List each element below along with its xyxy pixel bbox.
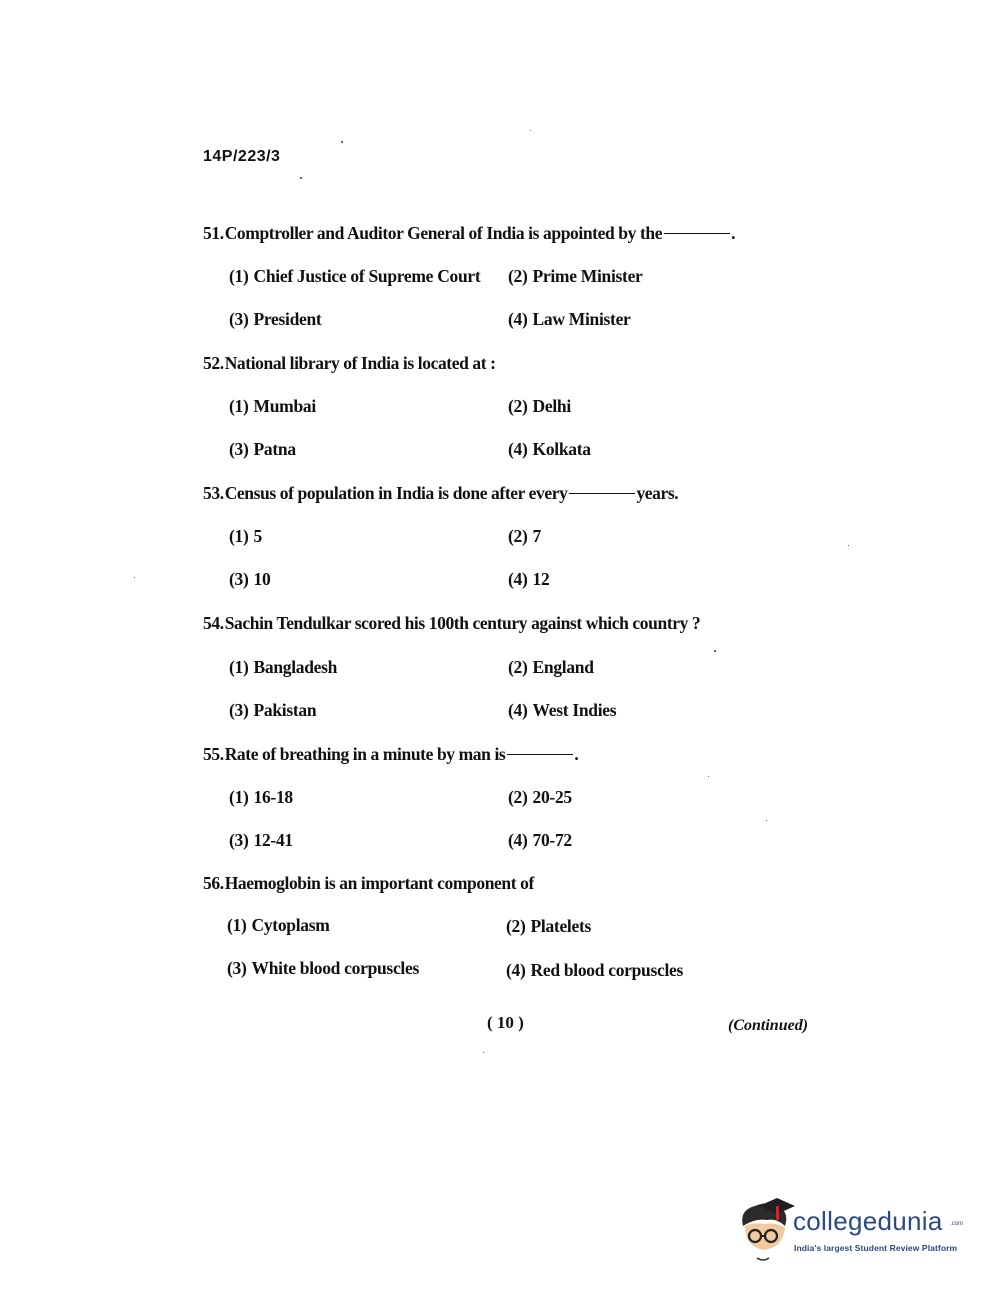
answer-blank xyxy=(507,754,573,755)
scan-speck xyxy=(134,577,135,578)
option-53-3: (3) 10 xyxy=(229,569,271,589)
question-53 xyxy=(203,483,678,504)
option-53-4: (4) 12 xyxy=(508,569,550,589)
question-number: 51. xyxy=(203,223,224,243)
question-text: Sachin Tendulkar scored his 100th century against which country ? xyxy=(224,613,701,633)
question-54 xyxy=(203,613,700,634)
option-55-3: (3) 12-41 xyxy=(229,830,293,850)
option-55-2: (2) 20-25 xyxy=(508,787,572,807)
answer-blank xyxy=(569,493,635,494)
question-56 xyxy=(203,873,534,894)
page-number: ( 10 ) xyxy=(487,1013,524,1032)
question-text: National library of India is located at : xyxy=(224,353,496,373)
option-54-1: (1) Bangladesh xyxy=(229,657,338,677)
question-55 xyxy=(203,744,578,765)
option-52-2: (2) Delhi xyxy=(508,396,571,416)
option-56-1: (1) Cytoplasm xyxy=(227,915,330,935)
option-54-3: (3) Pakistan xyxy=(229,700,317,720)
option-51-2: (2) Prime Minister xyxy=(508,266,643,286)
mascot-smile xyxy=(757,1258,769,1260)
option-56-2: (2) Platelets xyxy=(506,916,591,936)
scan-speck xyxy=(530,130,531,131)
question-number: 53. xyxy=(203,483,224,503)
question-number: 52. xyxy=(203,353,224,373)
answer-blank xyxy=(664,233,730,234)
question-text-after: years. xyxy=(636,483,679,503)
question-52 xyxy=(203,353,496,374)
question-text: Rate of breathing in a minute by man is xyxy=(224,744,506,764)
question-number: 54. xyxy=(203,613,224,633)
question-text: Haemoglobin is an important component of xyxy=(224,873,534,893)
option-51-4: (4) Law Minister xyxy=(508,309,631,329)
option-54-4: (4) West Indies xyxy=(508,700,617,720)
option-55-1: (1) 16-18 xyxy=(229,787,293,807)
question-text-after: . xyxy=(731,223,736,243)
option-55-4: (4) 70-72 xyxy=(508,830,572,850)
question-text: Census of population in India is done after every xyxy=(224,483,568,503)
scan-speck xyxy=(714,650,716,652)
scan-speck xyxy=(708,776,709,777)
option-52-4: (4) Kolkata xyxy=(508,439,591,459)
option-53-1: (1) 5 xyxy=(229,526,262,546)
option-56-3: (3) White blood corpuscles xyxy=(227,958,419,978)
scan-speck xyxy=(341,141,343,143)
scan-speck xyxy=(766,820,767,821)
scan-speck xyxy=(483,1052,484,1053)
option-51-1: (1) Chief Justice of Supreme Court xyxy=(229,266,481,286)
scan-speck xyxy=(848,545,849,546)
logo-tld: .com xyxy=(950,1221,964,1227)
logo-tagline: India's largest Student Review Platform xyxy=(794,1243,958,1253)
question-51 xyxy=(203,223,735,244)
option-51-3: (3) President xyxy=(229,309,322,329)
scan-speck xyxy=(300,177,302,179)
cap-tassel xyxy=(776,1206,779,1220)
option-52-3: (3) Patna xyxy=(229,439,296,459)
option-53-2: (2) 7 xyxy=(508,526,541,546)
question-number: 55. xyxy=(203,744,224,764)
logo-wordmark: collegedunia xyxy=(793,1206,943,1236)
continued-label: (Continued) xyxy=(728,1017,809,1034)
question-text-after: . xyxy=(574,744,579,764)
option-52-1: (1) Mumbai xyxy=(229,396,316,416)
question-text: Comptroller and Auditor General of India is appointed by the xyxy=(224,223,663,243)
paper-code: 14P/223/3 xyxy=(203,148,281,165)
option-54-2: (2) England xyxy=(508,657,594,677)
option-56-4: (4) Red blood corpuscles xyxy=(506,960,683,980)
question-number: 56. xyxy=(203,873,224,893)
